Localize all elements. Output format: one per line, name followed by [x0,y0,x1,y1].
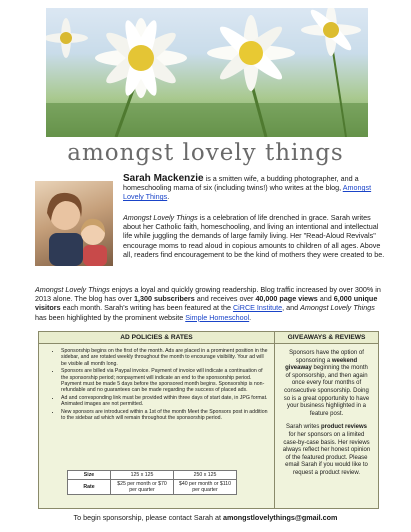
simple-homeschool-link[interactable]: Simple Homeschool [185,312,250,322]
intro-end: . [167,192,170,201]
rates-table [67,470,237,495]
stats-text-1: enjoys a loyal and quickly growing readership. Blog traffic increased by over 300% in 2013 alone. The blog has over [35,285,381,304]
table-row [68,471,237,480]
giveaways-text [275,344,378,478]
blog-title: amongst lovely things [67,140,344,166]
table-row [68,480,237,495]
stats-text-3: and [317,294,334,304]
rate-cell: $40 per month or $110 per quarter [174,480,237,495]
review-text-c: for her sponsors on a limited case-by-case basis. Her reviews always reflect her honest opinion of the featured product. Please email Sarah if you would like to request a product review. [282,431,371,476]
stats-end: . [249,312,252,322]
sponsorship-box [38,331,379,509]
intro-paragraph [123,174,383,201]
stats-text-5: , and [282,303,301,313]
giveaway-text-c: beginning the month of sponsorship, and then again once every four months of consecutive sponsorship. Doing so is a great opportunity to have your business highlighted in a feature post. [283,365,370,417]
policy-item: • Sponsors are billed via Paypal invoice. Payment of invoice will indicate a continuation of the sponsorship period; nonpayment will indicate an end to the sponsorship period. Payment must be made 5 days before the sponsored month begins. Sponsorship is non-refundable and no guarantees can be made regarding the success of placed ads. [61,368,268,393]
review-text-a: Sarah writes [285,424,321,431]
visitors-count: 6,000 unique visitors [35,294,378,313]
about-blog-title: Amongst Lovely Things [123,213,198,222]
ad-policies-heading: AD POLICIES & RATES [39,332,274,344]
giveaways-heading: GIVEAWAYS & REVIEWS [275,332,378,344]
giveaway-paragraph [282,350,371,418]
about-paragraph [123,213,385,259]
stats-text-4: each month. Sarah's writing has been featured at the [60,303,233,313]
author-name: Sarah Mackenzie [123,173,204,184]
subscribers-count: 1,300 subscribers [133,294,195,304]
circe-link[interactable]: CiRCE Institute [232,303,283,313]
stats-text-6: has been highlighted by the prominent website [35,312,186,322]
stats-blog-title-2: Amongst Lovely Things [300,303,375,313]
policy-item: • Ad and corresponding link must be provided within three days of start date, in JPG format. Animated images are not permitted. [61,395,268,408]
ad-policies-column [39,332,275,508]
product-reviews-text: product reviews [321,424,368,431]
ad-policies-list [39,348,274,421]
readership-paragraph [35,285,385,322]
size-cell: 125 x 125 [111,471,174,480]
rate-label: Rate [68,480,111,495]
size-label: Size [68,471,111,480]
contact-line [0,513,411,522]
intro-text: is a smitten wife, a budding photographer, and a homeschooling mama of six (including twins!) who writes at the blog, [123,174,359,192]
stats-text-2: and receives over [194,294,256,304]
review-paragraph [282,424,371,477]
giveaway-text-a: Sponsors have the option of sponsoring a [289,350,364,364]
stats-blog-title: Amongst Lovely Things [35,285,110,294]
weekend-giveaway-text: weekend giveaway [285,357,358,372]
giveaways-column [275,332,378,508]
blog-link[interactable]: Amongst Lovely Things [123,183,372,201]
contact-email[interactable]: amongstlovelythings@gmail.com [222,513,338,522]
policy-item: • Sponsorship begins on the first of the month. Ads are placed in a prominent position in the sidebar, and are rotated weekly throughout the month to encourage visibility. Your ad will be visible all month long. [61,348,268,367]
author-photo [35,181,113,266]
contact-text: To begin sponsorship, please contact Sarah at [73,513,223,522]
hero-daisy-photo [46,8,368,137]
rate-cell: $25 per month or $70 per quarter [111,480,174,495]
policy-item: • New sponsors are introduced within a 1st of the month Meet the Sponsors post in addition to the sidebar ad which will remain throughout the sponsorship period. [61,409,268,422]
pageviews-count: 40,000 page views [255,294,318,304]
size-cell: 250 x 125 [174,471,237,480]
about-text: is a celebration of life drenched in grace. Sarah writes about her Catholic faith, homeschooling, and living an intentional and intellectual life while juggling the demands of large family living. Her "Read-Aloud Revivals" encourage moms to read aloud in copious amounts to children of all ages. Above all, readers find encouragement to be the kind of mothers they were created to be. [123,213,385,259]
